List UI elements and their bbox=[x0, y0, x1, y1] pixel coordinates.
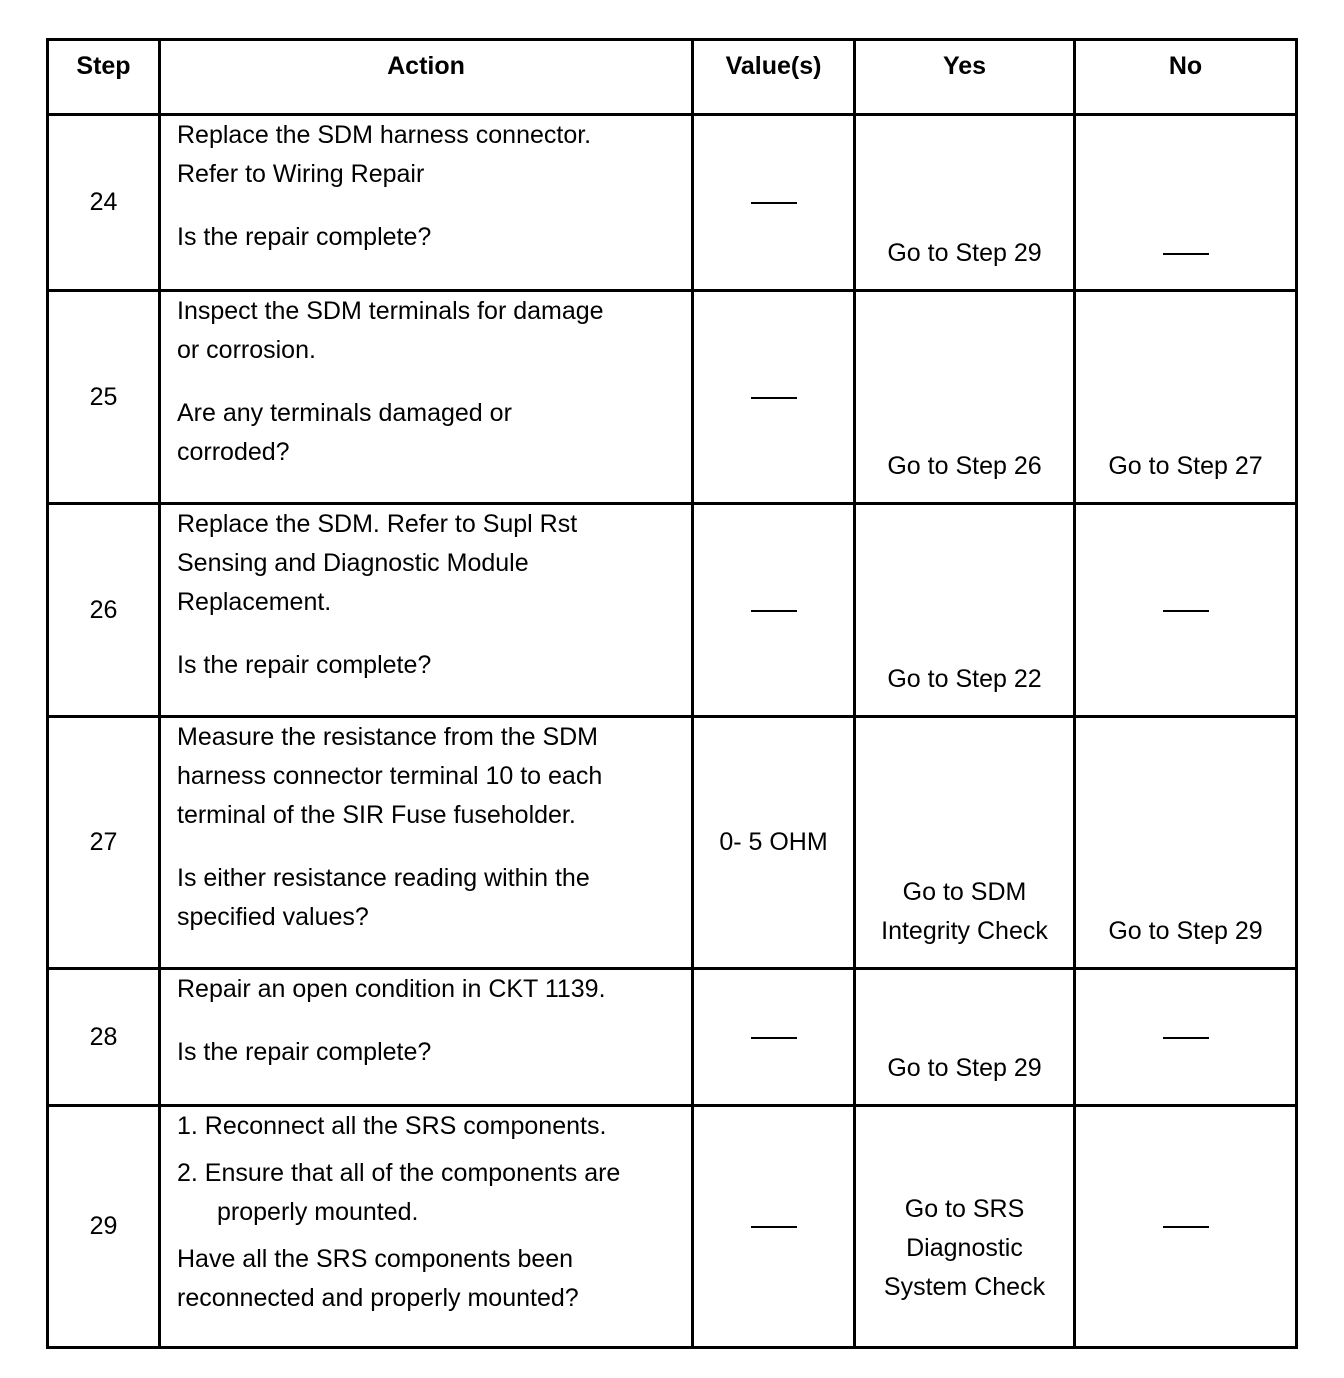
action-cell bbox=[160, 717, 693, 969]
yes-cell bbox=[855, 115, 1075, 291]
header-step: Step bbox=[48, 40, 160, 115]
empty-dash bbox=[1163, 1037, 1209, 1039]
question-text: corroded? bbox=[177, 438, 290, 466]
question-text: reconnected and properly mounted? bbox=[177, 1284, 579, 1312]
empty-dash bbox=[751, 397, 797, 399]
question-text: Is the repair complete? bbox=[177, 1038, 432, 1066]
table-row bbox=[48, 969, 1297, 1106]
action-text: Replace the SDM harness connector. bbox=[177, 121, 592, 149]
yes-text: Go to Step 22 bbox=[887, 665, 1042, 693]
step-number: 27 bbox=[48, 717, 160, 969]
table-header-row bbox=[48, 40, 1297, 115]
table-row bbox=[48, 1106, 1297, 1348]
empty-dash bbox=[1163, 1226, 1209, 1228]
yes-text: Diagnostic bbox=[906, 1234, 1023, 1262]
action-text: Inspect the SDM terminals for damage bbox=[177, 297, 604, 325]
yes-cell bbox=[855, 1106, 1075, 1348]
action-text: harness connector terminal 10 to each bbox=[177, 762, 603, 790]
list-item: 1. Reconnect all the SRS components. bbox=[177, 1112, 607, 1140]
action-text: Refer to Wiring Repair bbox=[177, 160, 425, 188]
action-text: Measure the resistance from the SDM bbox=[177, 723, 598, 751]
empty-dash bbox=[751, 1226, 797, 1228]
action-text: Replace the SDM. Refer to Supl Rst bbox=[177, 510, 578, 538]
value-cell bbox=[693, 504, 855, 717]
value-cell: 0- 5 OHM bbox=[693, 717, 855, 969]
header-action: Action bbox=[160, 40, 693, 115]
no-cell bbox=[1075, 969, 1297, 1106]
action-text: Replacement. bbox=[177, 588, 332, 616]
header-values: Value(s) bbox=[693, 40, 855, 115]
yes-cell bbox=[855, 969, 1075, 1106]
action-text: terminal of the SIR Fuse fuseholder. bbox=[177, 801, 576, 829]
action-cell bbox=[160, 291, 693, 504]
no-cell: Go to Step 27 bbox=[1075, 291, 1297, 504]
yes-cell bbox=[855, 717, 1075, 969]
table-row bbox=[48, 291, 1297, 504]
action-cell bbox=[160, 504, 693, 717]
yes-text: Go to SRS bbox=[904, 1195, 1025, 1223]
question-text: Is the repair complete? bbox=[177, 651, 432, 679]
question-text: specified values? bbox=[177, 903, 369, 931]
yes-text: Go to Step 26 bbox=[887, 452, 1042, 480]
no-cell bbox=[1075, 504, 1297, 717]
yes-text: System Check bbox=[883, 1273, 1046, 1301]
step-number: 28 bbox=[48, 969, 160, 1106]
yes-text: Go to SDM bbox=[902, 878, 1027, 906]
step-number: 25 bbox=[48, 291, 160, 504]
list-item: 2. Ensure that all of the components are bbox=[177, 1159, 621, 1187]
action-text: or corrosion. bbox=[177, 336, 316, 364]
step-number: 26 bbox=[48, 504, 160, 717]
question-text: Are any terminals damaged or bbox=[177, 399, 512, 427]
value-cell bbox=[693, 291, 855, 504]
empty-dash bbox=[751, 610, 797, 612]
empty-dash bbox=[751, 202, 797, 204]
step-number: 29 bbox=[48, 1106, 160, 1348]
yes-text: Integrity Check bbox=[881, 917, 1048, 945]
action-cell bbox=[160, 115, 693, 291]
diagnostic-table bbox=[46, 38, 1298, 1349]
yes-text: Go to Step 29 bbox=[887, 239, 1042, 267]
yes-cell bbox=[855, 504, 1075, 717]
question-text: Is either resistance reading within the bbox=[177, 864, 590, 892]
no-cell bbox=[1075, 115, 1297, 291]
step-number: 24 bbox=[48, 115, 160, 291]
table-row bbox=[48, 717, 1297, 969]
question-text: Is the repair complete? bbox=[177, 223, 432, 251]
header-no: No bbox=[1075, 40, 1297, 115]
action-cell bbox=[160, 1106, 693, 1348]
value-cell bbox=[693, 1106, 855, 1348]
no-cell bbox=[1075, 1106, 1297, 1348]
table-row bbox=[48, 115, 1297, 291]
yes-text: Go to Step 29 bbox=[887, 1054, 1042, 1082]
empty-dash bbox=[1163, 253, 1209, 255]
action-text: Sensing and Diagnostic Module bbox=[177, 549, 529, 577]
empty-dash bbox=[751, 1037, 797, 1039]
header-yes: Yes bbox=[855, 40, 1075, 115]
table-row bbox=[48, 504, 1297, 717]
no-cell: Go to Step 29 bbox=[1075, 717, 1297, 969]
list-item-continuation: properly mounted. bbox=[217, 1198, 419, 1226]
value-cell bbox=[693, 115, 855, 291]
empty-dash bbox=[1163, 610, 1209, 612]
action-text: Repair an open condition in CKT 1139. bbox=[177, 975, 606, 1003]
value-cell bbox=[693, 969, 855, 1106]
action-cell bbox=[160, 969, 693, 1106]
question-text: Have all the SRS components been bbox=[177, 1245, 574, 1273]
yes-cell bbox=[855, 291, 1075, 504]
